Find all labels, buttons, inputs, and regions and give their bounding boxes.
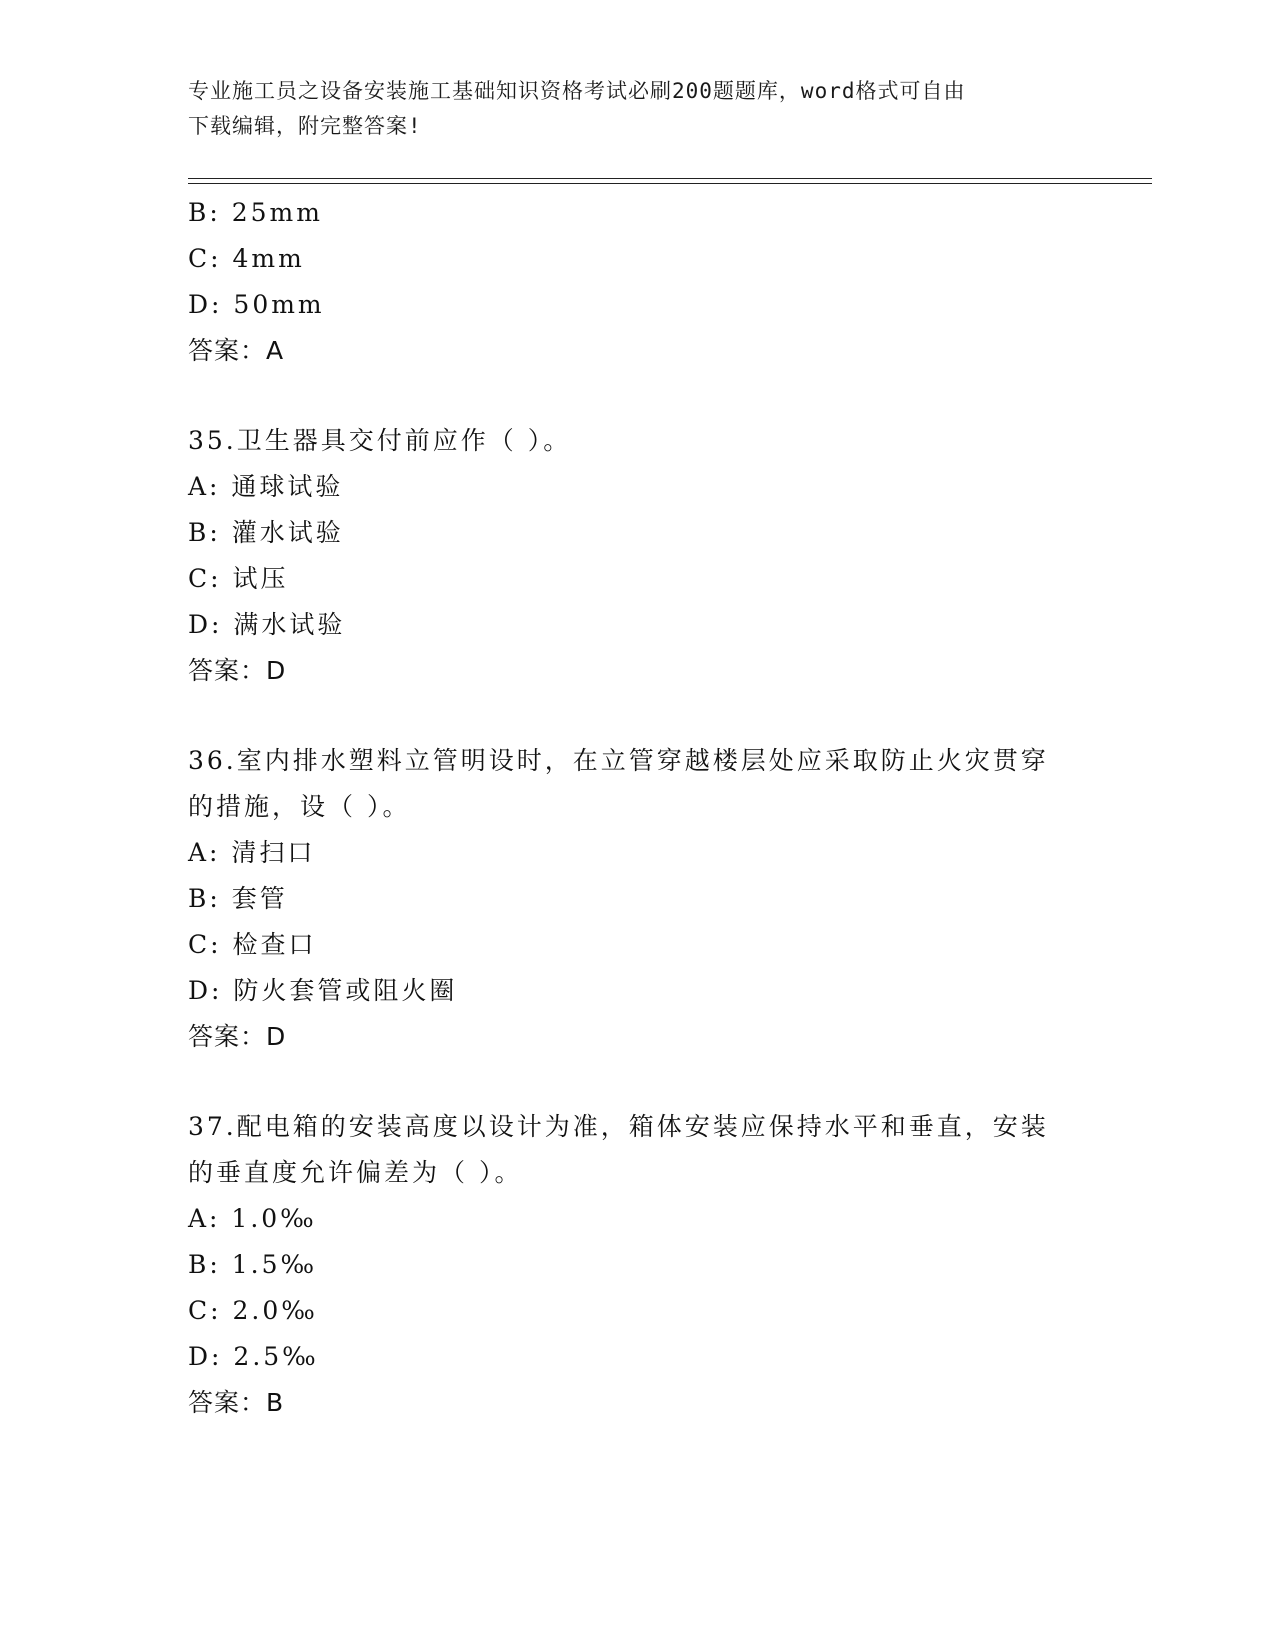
header-divider-bottom xyxy=(188,183,1152,184)
previous-question-block xyxy=(188,190,1088,374)
option-c: C: 试压 xyxy=(188,564,289,593)
answer-line: 答案：D xyxy=(188,1022,287,1051)
header-line-2: 下载编辑，附完整答案! xyxy=(188,114,422,138)
question-stem: 35.卫生器具交付前应作（ ）。 xyxy=(188,426,572,455)
answer-line: 答案：D xyxy=(188,656,287,685)
question-37 xyxy=(188,1104,1088,1426)
header-line-1: 专业施工员之设备安装施工基础知识资格考试必刷200题题库，word格式可自由 xyxy=(188,79,966,103)
option-d: D: 2.5‰ xyxy=(188,1342,319,1371)
option-b: B: 25mm xyxy=(188,198,323,227)
question-stem-cont: 的垂直度允许偏差为（ ）。 xyxy=(188,1158,523,1187)
option-a: A: 通球试验 xyxy=(188,472,344,501)
option-d: D: 防火套管或阻火圈 xyxy=(188,976,458,1005)
option-b: B: 1.5‰ xyxy=(188,1250,318,1279)
option-d: D: 满水试验 xyxy=(188,610,346,639)
spacer xyxy=(188,1060,1088,1104)
answer-line: 答案：A xyxy=(188,336,285,365)
option-c: C: 4mm xyxy=(188,244,305,273)
option-d: D: 50mm xyxy=(188,290,325,319)
option-c: C: 2.0‰ xyxy=(188,1296,318,1325)
option-b: B: 灌水试验 xyxy=(188,518,344,547)
header-divider-top xyxy=(188,178,1152,179)
question-35 xyxy=(188,418,1088,694)
spacer xyxy=(188,694,1088,738)
question-36 xyxy=(188,738,1088,1060)
option-c: C: 检查口 xyxy=(188,930,317,959)
option-a: A: 清扫口 xyxy=(188,838,316,867)
question-stem: 37.配电箱的安装高度以设计为准，箱体安装应保持水平和垂直，安装 xyxy=(188,1112,1049,1141)
spacer xyxy=(188,374,1088,418)
option-b: B: 套管 xyxy=(188,884,288,913)
question-stem-cont: 的措施，设（ ）。 xyxy=(188,792,411,821)
question-stem: 36.室内排水塑料立管明设时，在立管穿越楼层处应采取防止火灾贯穿 xyxy=(188,746,1049,775)
option-a: A: 1.0‰ xyxy=(188,1204,317,1233)
question-content xyxy=(188,190,1088,1426)
document-header xyxy=(188,74,1088,144)
answer-line: 答案：B xyxy=(188,1388,285,1417)
